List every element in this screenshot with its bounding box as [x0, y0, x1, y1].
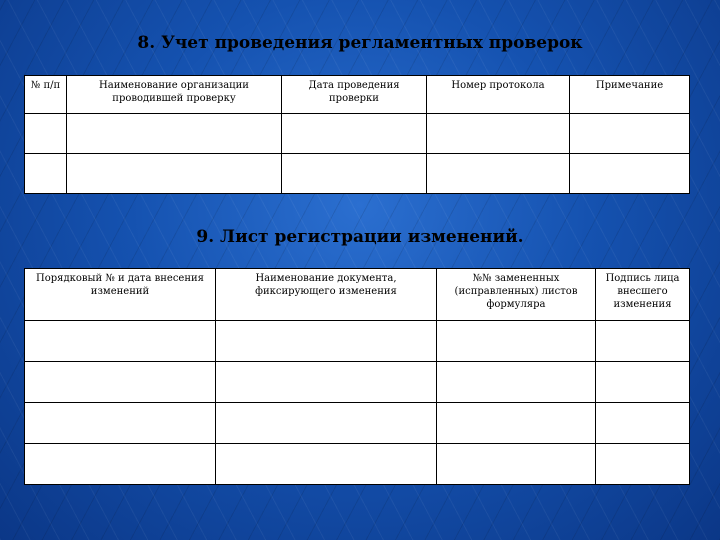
column-header-date: Дата проведения проверки: [282, 76, 427, 114]
column-header-sequence-date: Порядковый № и дата внесения изменений: [25, 269, 216, 321]
table-row: [25, 362, 690, 403]
table-cell[interactable]: [427, 114, 570, 154]
table-cell[interactable]: [570, 154, 690, 194]
section-title-changes: 9. Лист регистрации изменений.: [196, 227, 524, 247]
table-cell[interactable]: [437, 321, 596, 362]
table-row: [25, 154, 690, 194]
table-row: [25, 321, 690, 362]
table-cell[interactable]: [25, 362, 216, 403]
table-cell[interactable]: [216, 403, 437, 444]
column-header-note: Примечание: [570, 76, 690, 114]
column-header-sheet-numbers: №№ замененных (исправленных) листов формуляра: [437, 269, 596, 321]
table-cell[interactable]: [437, 403, 596, 444]
table-cell[interactable]: [427, 154, 570, 194]
table-cell[interactable]: [596, 321, 690, 362]
table-cell[interactable]: [596, 444, 690, 485]
table-cell[interactable]: [216, 362, 437, 403]
checks-table: [24, 75, 690, 194]
column-header-number: № п/п: [25, 76, 67, 114]
section-title-checks: 8. Учет проведения регламентных проверок: [137, 33, 583, 53]
table-cell[interactable]: [282, 154, 427, 194]
changes-table: [24, 268, 690, 485]
table-cell[interactable]: [25, 154, 67, 194]
table-cell[interactable]: [596, 362, 690, 403]
table-row: [25, 114, 690, 154]
table-cell[interactable]: [437, 444, 596, 485]
column-header-protocol: Номер протокола: [427, 76, 570, 114]
column-header-organization: Наименование организации проводившей проверку: [67, 76, 282, 114]
column-header-document-name: Наименование документа, фиксирующего изменения: [216, 269, 437, 321]
table-cell[interactable]: [25, 444, 216, 485]
table-cell[interactable]: [437, 362, 596, 403]
table-cell[interactable]: [67, 154, 282, 194]
table-cell[interactable]: [596, 403, 690, 444]
table-cell[interactable]: [282, 114, 427, 154]
table-cell[interactable]: [25, 403, 216, 444]
table-cell[interactable]: [25, 114, 67, 154]
table-row: [25, 444, 690, 485]
table-cell[interactable]: [216, 444, 437, 485]
table-header-row: [25, 269, 690, 321]
table-cell[interactable]: [570, 114, 690, 154]
column-header-signature: Подпись лица внесшего изменения: [596, 269, 690, 321]
table-cell[interactable]: [216, 321, 437, 362]
table-cell[interactable]: [67, 114, 282, 154]
table-cell[interactable]: [25, 321, 216, 362]
table-header-row: [25, 76, 690, 114]
table-row: [25, 403, 690, 444]
